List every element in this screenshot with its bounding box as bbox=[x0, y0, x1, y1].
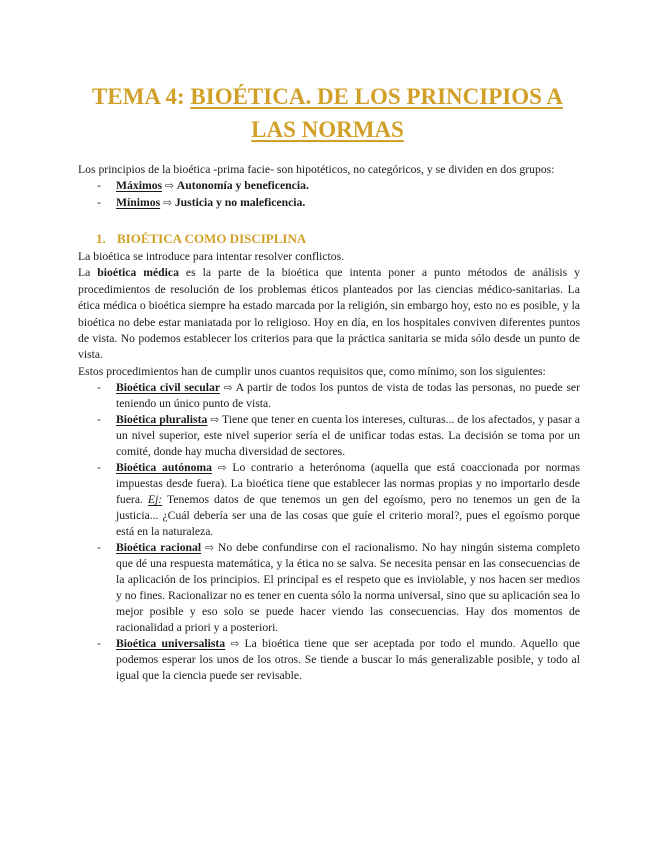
group-term: Máximos bbox=[116, 179, 163, 193]
arrow-icon: ⇨ bbox=[165, 180, 174, 193]
requirement-racional bbox=[97, 540, 580, 636]
requirement-text: A partir de todos los puntos de vista de todas las personas, no puede ser teniendo un único punto de vista. bbox=[116, 381, 581, 411]
principle-group-minimos bbox=[97, 195, 580, 212]
requirement-term: Bioética autónoma bbox=[116, 461, 212, 475]
principle-group-maximos bbox=[97, 178, 580, 195]
intro-paragraph: Los principios de la bioética -prima facie- son hipotéticos, no categóricos, y se dividen en dos grupos: bbox=[78, 163, 555, 176]
paragraph-lead: La bbox=[78, 266, 91, 280]
example-text: Tenemos datos de que tenemos un gen del egoísmo, pero no tenemos un gen de la justicia... ¿Cuál debería ser una de las cosas que guíe el criterio moral?, pues el egoísmo porque está en la naturaleza. bbox=[116, 493, 581, 539]
paragraph-requirements-intro: Estos procedimientos han de cumplir unos cuantos requisitos que, como mínimo, son los siguientes: bbox=[78, 364, 546, 378]
paragraph-bioetica-medica bbox=[78, 265, 580, 363]
document-body bbox=[78, 162, 580, 684]
title-prefix: TEMA 4: bbox=[92, 84, 185, 109]
list-bullet: - bbox=[97, 413, 101, 427]
arrow-icon: ⇨ bbox=[205, 542, 214, 555]
requirement-pluralista bbox=[97, 412, 580, 460]
highlight-term: bioética médica bbox=[97, 266, 179, 280]
arrow-icon: ⇨ bbox=[223, 382, 233, 395]
list-bullet: - bbox=[97, 637, 101, 651]
arrow-icon: ⇨ bbox=[210, 414, 220, 427]
title-topic-line-2: LAS NORMAS bbox=[251, 117, 404, 142]
requirement-text: Lo contrario a heterónoma (aquella que está coaccionada por normas impuestas desde fuera). La bioética tiene que establecer las normas propias y no importarlo desde fuera. bbox=[116, 461, 580, 507]
requirement-term: Bioética civil secular bbox=[116, 381, 221, 395]
list-bullet: - bbox=[97, 381, 101, 395]
title-topic-line-1: BIOÉTICA. DE LOS PRINCIPIOS A bbox=[190, 84, 563, 109]
requirement-text: Tiene que tener en cuenta los intereses, culturas... de los afectados, y pasar a un nivel superior, este nivel superior sería el de unificar todas estas. La decisión se toma por un comité, donde hay mucha diversidad de sectores. bbox=[116, 413, 580, 459]
requirement-text: La bioética tiene que ser aceptada por todo el mundo. Aquello que podemos esperar los unos de los otros. Se tiende a buscar lo más generalizable posible, y todo al igual que la ciencia puede ser revisable. bbox=[116, 637, 580, 683]
list-bullet: - bbox=[97, 196, 101, 210]
group-term: Mínimos bbox=[116, 196, 161, 210]
arrow-icon: ⇨ bbox=[217, 462, 227, 475]
group-value: Justicia y no maleficencia. bbox=[174, 196, 306, 210]
group-value: Autonomía y beneficencia. bbox=[176, 179, 309, 193]
page-title bbox=[0, 80, 655, 146]
paragraph-intro-conflicts: La bioética se introduce para intentar resolver conflictos. bbox=[78, 250, 345, 263]
requirement-universalista bbox=[97, 636, 580, 684]
arrow-icon: ⇨ bbox=[163, 197, 172, 210]
paragraph-rest: es la parte de la bioética que intenta poner a punto métodos de análisis y procedimientos de resolución de los problemas éticos planteados por las ciencias médico-sanitarias. La ética médica o bioética siempre ha estado marcada por la religión, sin embargo hoy, esto no es posible, y la bioética no debe estar maniatada por lo religioso. Hoy en día, en los hospitales conviven diferentes puntos de vista. No podemos establecer los criterios para que la práctica sanitaria se mida sólo desde un punto de vista. bbox=[78, 266, 581, 362]
arrow-icon: ⇨ bbox=[230, 638, 240, 651]
section-number: 1. bbox=[96, 231, 106, 246]
requirement-term: Bioética universalista bbox=[116, 637, 226, 651]
requirement-civil-secular bbox=[97, 380, 581, 412]
list-bullet: - bbox=[97, 179, 101, 193]
principle-groups-list bbox=[78, 178, 580, 212]
list-bullet: - bbox=[97, 541, 101, 555]
requirement-term: Bioética racional bbox=[116, 541, 202, 555]
section-title: BIOÉTICA COMO DISCIPLINA bbox=[117, 231, 307, 246]
example-label: Ej: bbox=[147, 493, 163, 507]
requirement-term: Bioética pluralista bbox=[116, 413, 208, 427]
requirement-autonoma bbox=[97, 460, 581, 540]
requirement-text: No debe confundirse con el racionalismo. No hay ningún sistema completo que dé una respuesta matemática, y la ética no se salva. Se necesita pensar en las consecuencias de la aplicación de los principios. El principal es el respeto que es inviolable, y nos hacen ser medios y no fines. Racionalizar no es tener en cuenta sólo la norma universal, sino que su aplicación sea lo mejor posible y eso solo se puede hacer viendo las consecuencias. Hay dos momentos de racionalidad a priori y a posteriori. bbox=[116, 541, 580, 635]
list-bullet: - bbox=[97, 461, 101, 475]
requirements-list bbox=[78, 380, 580, 684]
section-heading bbox=[78, 229, 580, 249]
